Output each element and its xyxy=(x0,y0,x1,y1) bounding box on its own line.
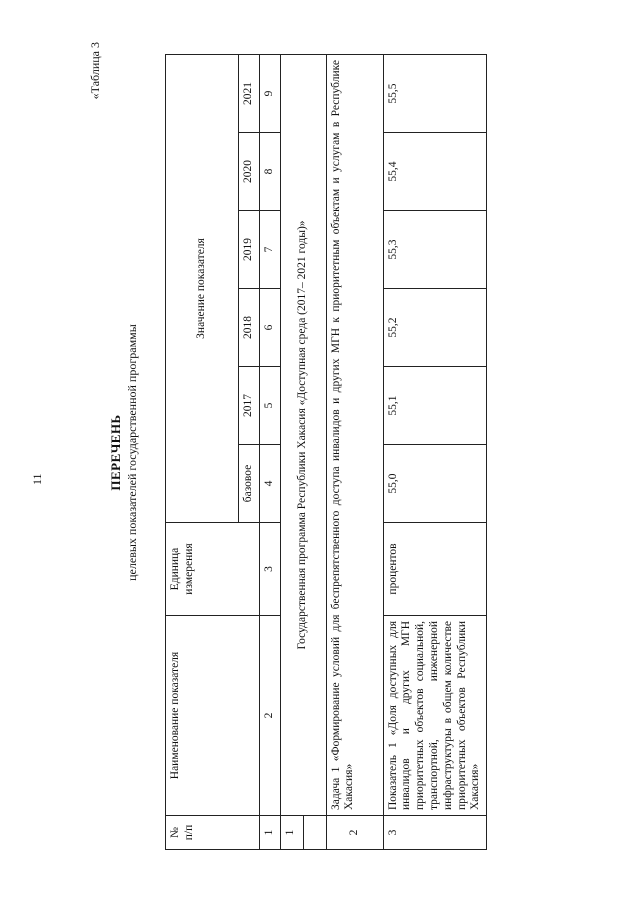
index-cell: 4 xyxy=(259,445,280,523)
index-row xyxy=(259,54,280,849)
task-title: Задача 1 «Формирование условий для беспрепятственного доступа инвалидов и других МГН к приоритетным объектам и услугам в Республике Хакасия» xyxy=(326,54,383,815)
header-value-group: Значение показателя xyxy=(166,54,239,522)
task-row xyxy=(326,54,383,849)
indicator-row xyxy=(383,54,487,849)
indicator-unit: процентов xyxy=(383,523,487,616)
index-cell: 6 xyxy=(259,289,280,367)
header-unit: Единица измерения xyxy=(166,523,260,616)
header-year: 2020 xyxy=(239,133,260,211)
index-cell: 8 xyxy=(259,133,280,211)
index-cell: 7 xyxy=(259,211,280,289)
program-row-top xyxy=(280,54,303,849)
index-cell: 1 xyxy=(259,816,280,850)
indicator-value: 55,2 xyxy=(383,289,487,367)
page-number: 11 xyxy=(30,473,44,485)
header-num: № п/п xyxy=(166,816,260,850)
index-cell: 2 xyxy=(259,616,280,816)
indicators-table xyxy=(165,54,487,850)
indicator-num: 3 xyxy=(383,816,487,850)
task-num: 2 xyxy=(326,816,383,850)
header-year: 2017 xyxy=(239,367,260,445)
document-title: ПЕРЕЧЕНЬ xyxy=(108,414,123,491)
indicator-value: 55,5 xyxy=(383,54,487,132)
header-year: 2019 xyxy=(239,211,260,289)
index-cell: 5 xyxy=(259,367,280,445)
header-year: 2018 xyxy=(239,289,260,367)
program-num: 1 xyxy=(280,816,303,850)
indicator-value: 55,0 xyxy=(383,445,487,523)
indicator-value: 55,1 xyxy=(383,367,487,445)
indicator-value: 55,4 xyxy=(383,133,487,211)
header-year: базовое xyxy=(239,445,260,523)
header-name: Наименование показателя xyxy=(166,616,260,816)
indicator-name: Показатель 1 «Доля доступных для инвалидов и других МГН приоритетных объектов социальной, транспортной, инженерной инфраструктуры в общем количестве приоритетных объектов Республики Хакасия» xyxy=(383,616,487,816)
index-cell: 9 xyxy=(259,54,280,132)
index-cell: 3 xyxy=(259,523,280,616)
table-tag: «Таблица 3 xyxy=(88,42,102,100)
document-subtitle: целевых показателей государственной программы xyxy=(125,324,139,581)
program-title: Государственная программа Республики Хакасия «Доступная среда (2017– 2021 годы)» xyxy=(280,54,326,815)
header-year: 2021 xyxy=(239,54,260,132)
header-row xyxy=(166,54,239,849)
program-num-empty xyxy=(303,816,326,850)
indicator-value: 55,3 xyxy=(383,211,487,289)
